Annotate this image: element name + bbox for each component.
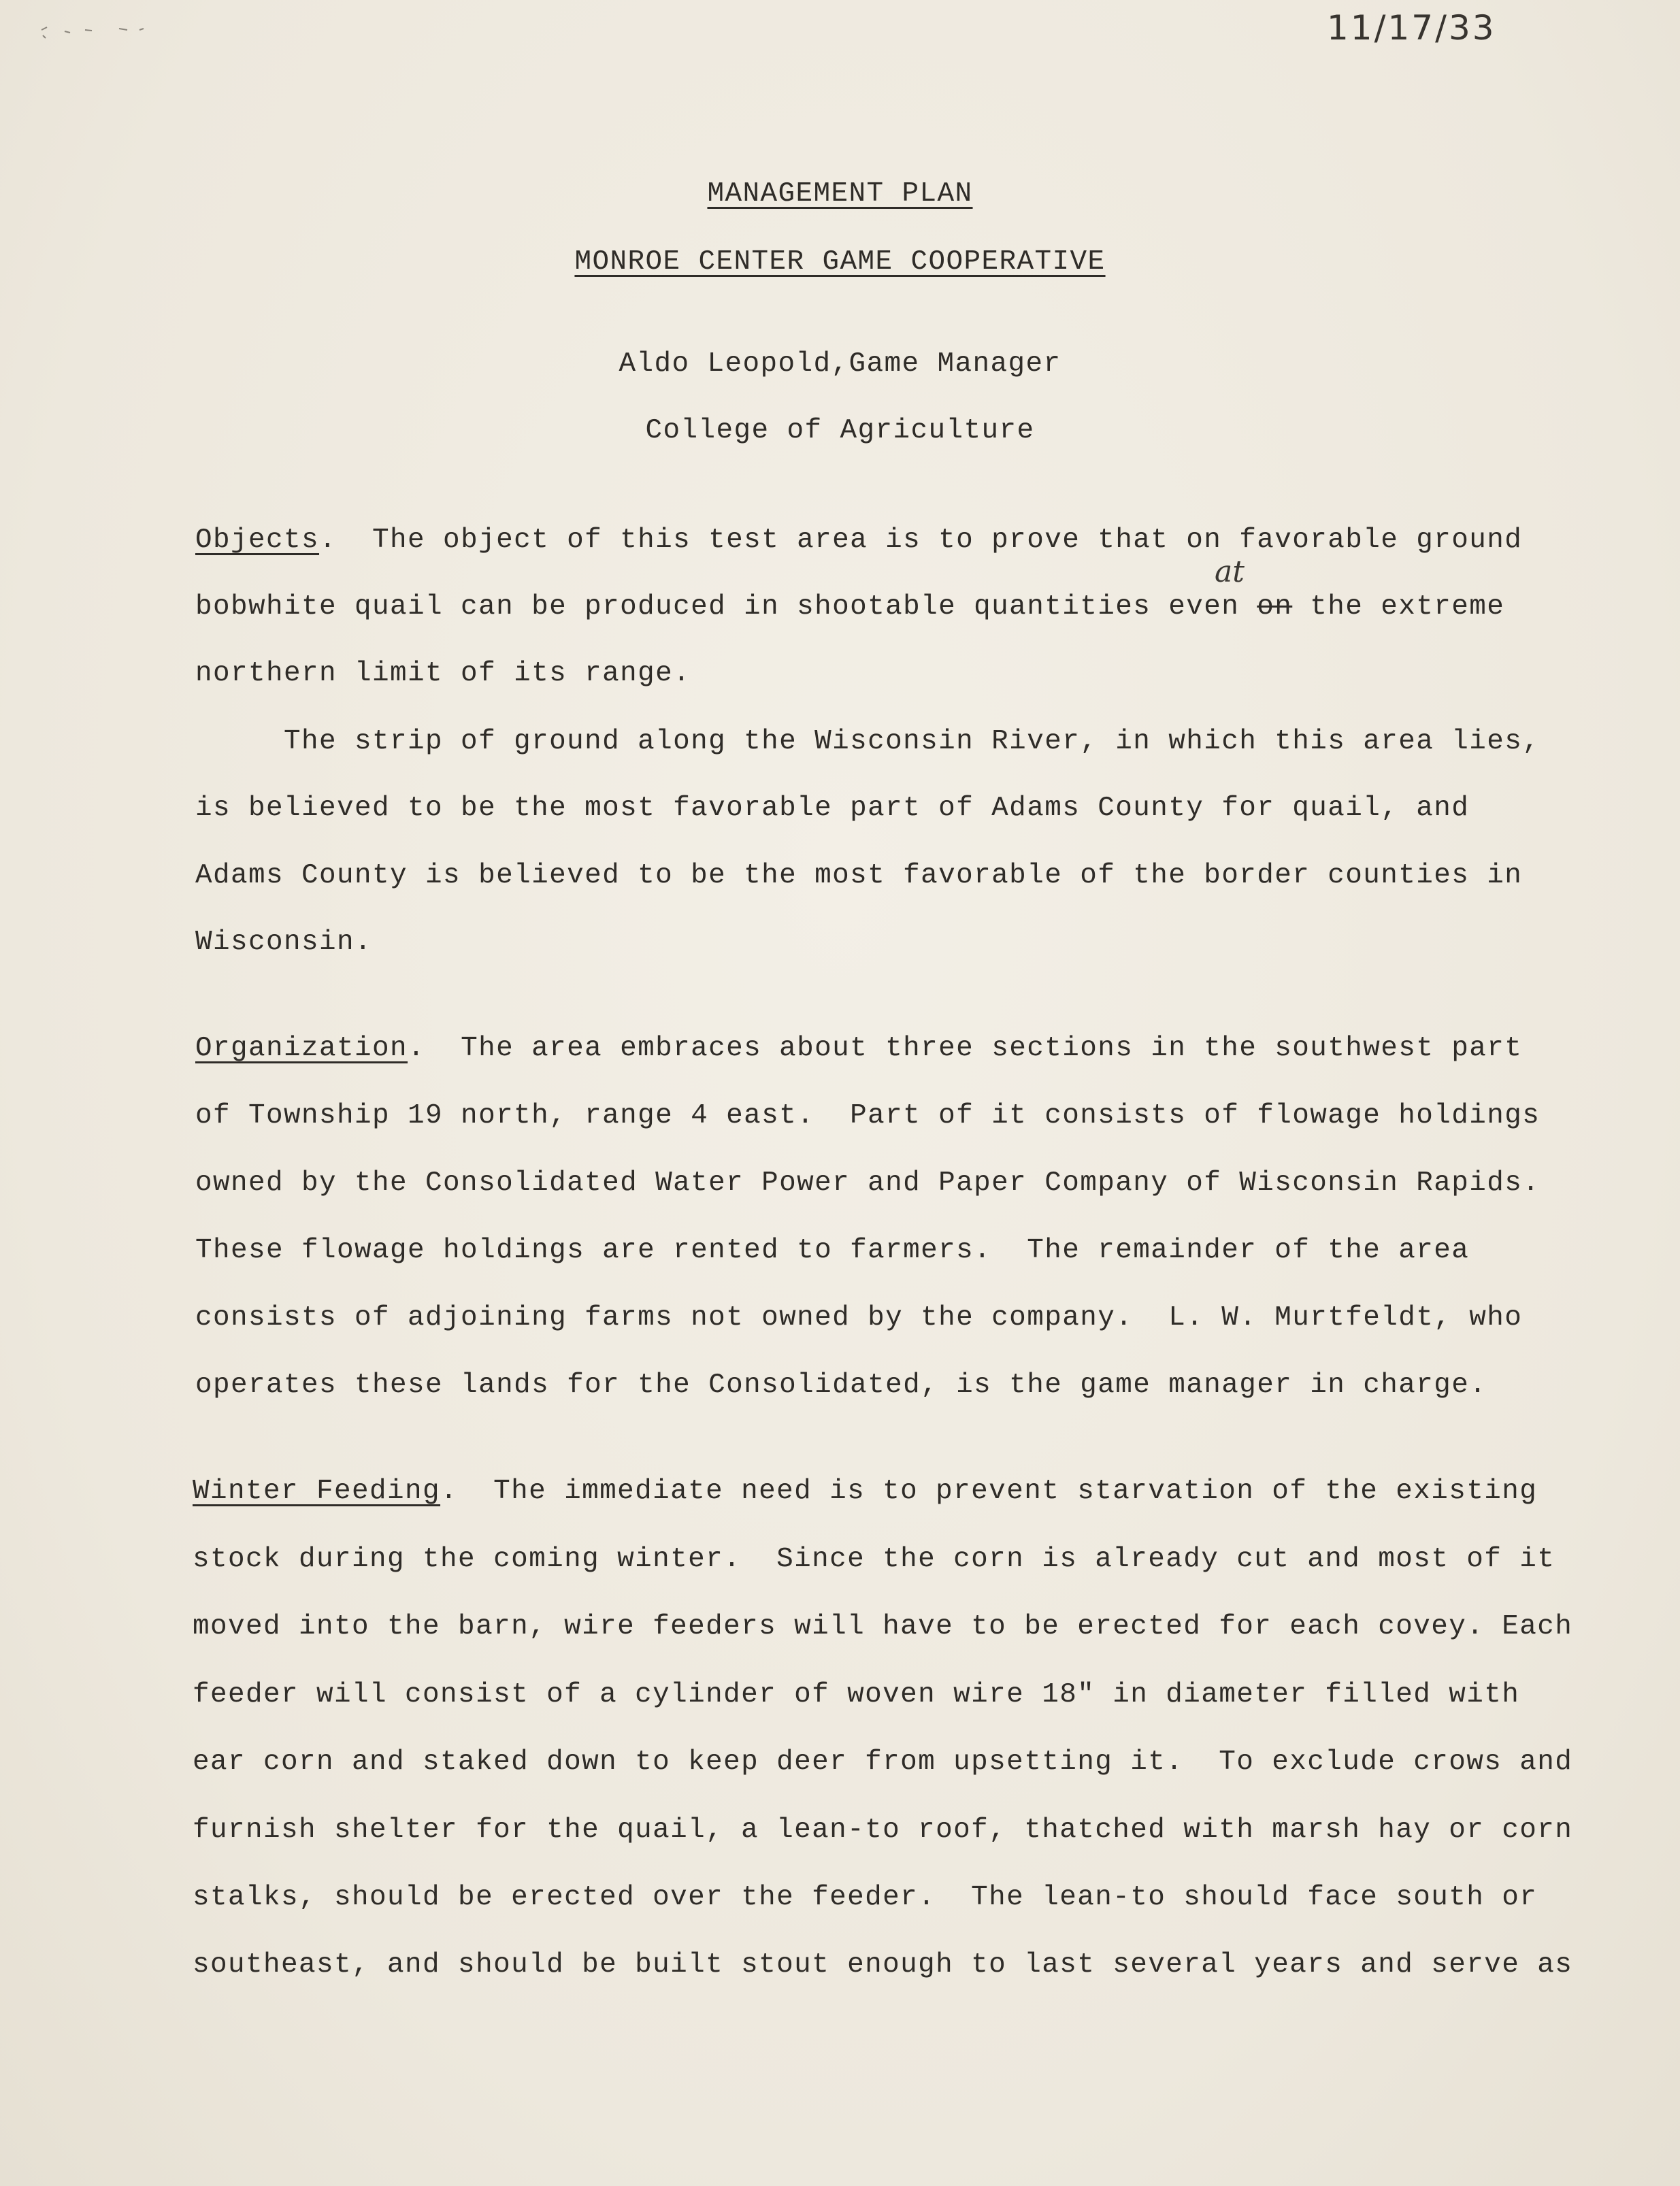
institution-line: College of Agriculture: [645, 415, 1035, 446]
strip-paragraph-line: Wisconsin.: [195, 927, 373, 958]
title-text: MANAGEMENT PLAN: [707, 178, 973, 210]
document-date: 11/17/33: [1327, 8, 1496, 48]
winter-paragraph-line: stalks, should be erected over the feeder. The lean-to should face south or: [193, 1882, 1538, 1913]
objects-paragraph-line: Objects. The object of this test area is to prove that on favorable ground: [195, 525, 1523, 556]
winter-paragraph-line: feeder will consist of a cylinder of woven wire 18" in diameter filled with: [193, 1679, 1520, 1710]
organization-paragraph-line: of Township 19 north, range 4 east. Part of it consists of flowage holdings: [195, 1100, 1541, 1131]
document-subtitle: [0, 246, 1680, 278]
organization-paragraph-line: consists of adjoining farms not owned by the company. L. W. Murtfeldt, who: [195, 1302, 1523, 1334]
winter-paragraph-line: southeast, and should be built stout enough to last several years and serve as: [193, 1949, 1573, 1981]
winter-feeding-heading: Winter Feeding: [193, 1476, 441, 1507]
winter-paragraph-line: Winter Feeding. The immediate need is to prevent starvation of the existing: [193, 1476, 1538, 1507]
strip-paragraph-line: is believed to be the most favorable part of Adams County for quail, and: [195, 793, 1470, 824]
organization-paragraph-line: operates these lands for the Consolidated, is the game manager in charge.: [195, 1370, 1487, 1401]
handwritten-correction: at: [1215, 554, 1245, 589]
document-title: [0, 178, 1680, 210]
author-line: Aldo Leopold,Game Manager: [619, 348, 1061, 380]
struck-word: on: [1257, 591, 1293, 623]
organization-paragraph-line: These flowage holdings are rented to farmers. The remainder of the area: [195, 1235, 1470, 1266]
strip-paragraph-line: The strip of ground along the Wisconsin River, in which this area lies,: [195, 726, 1541, 757]
winter-paragraph-line: furnish shelter for the quail, a lean-to roof, thatched with marsh hay or corn: [193, 1815, 1573, 1846]
winter-paragraph-line: ear corn and staked down to keep deer from upsetting it. To exclude crows and: [193, 1746, 1573, 1778]
organization-paragraph-line: Organization. The area embraces about three sections in the southwest part: [195, 1033, 1523, 1064]
winter-paragraph-line: moved into the barn, wire feeders will have to be erected for each covey. Each: [193, 1611, 1573, 1642]
subtitle-text: MONROE CENTER GAME COOPERATIVE: [574, 246, 1106, 278]
paper-stray-marks: [37, 20, 174, 48]
organization-paragraph-line: owned by the Consolidated Water Power and Paper Company of Wisconsin Rapids.: [195, 1167, 1541, 1199]
organization-heading: Organization: [195, 1033, 408, 1064]
objects-paragraph-line: northern limit of its range.: [195, 658, 691, 689]
winter-paragraph-line: stock during the coming winter. Since the corn is already cut and most of it: [193, 1544, 1555, 1575]
objects-heading: Objects: [195, 525, 320, 556]
strip-paragraph-line: Adams County is believed to be the most favorable of the border counties in: [195, 860, 1523, 891]
objects-paragraph-line: bobwhite quail can be produced in shootable quantities even on the extreme: [195, 591, 1505, 623]
